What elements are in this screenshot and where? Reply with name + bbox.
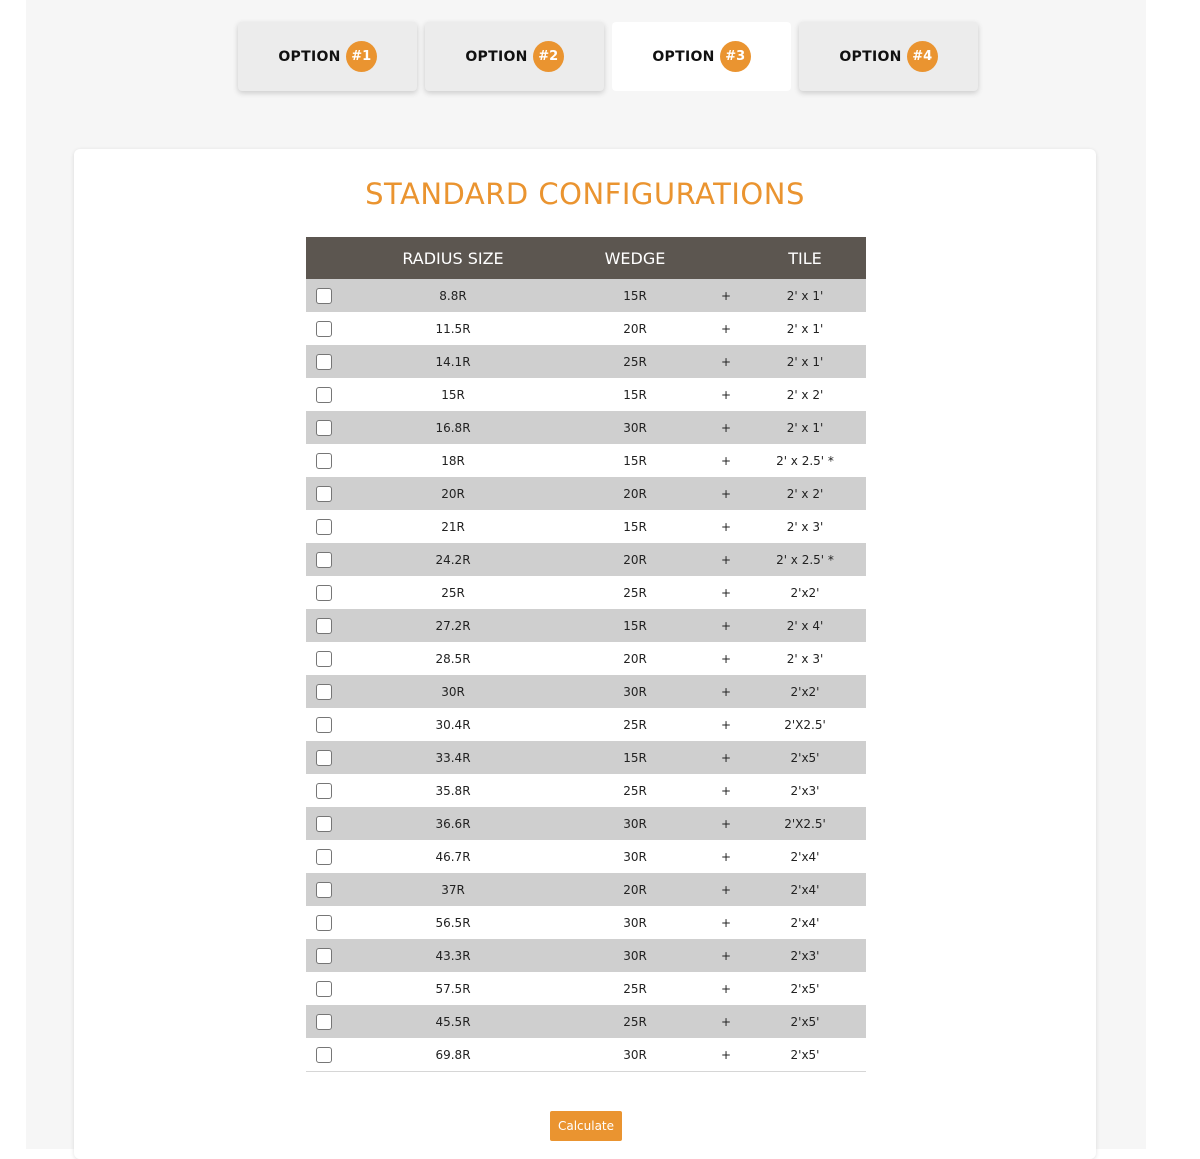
radius-size-cell: 43.3R [344, 939, 562, 972]
row-select-cell [306, 411, 344, 444]
tile-cell: 2' x 1' [744, 279, 866, 312]
wedge-cell: 20R [562, 873, 708, 906]
row-checkbox[interactable] [316, 1014, 332, 1030]
tile-cell: 2' x 1' [744, 345, 866, 378]
tile-cell: 2' x 1' [744, 411, 866, 444]
table-row [306, 312, 866, 345]
wedge-cell: 30R [562, 1038, 708, 1072]
plus-cell: + [708, 774, 744, 807]
radius-size-cell: 45.5R [344, 1005, 562, 1038]
row-checkbox[interactable] [316, 618, 332, 634]
tab-badge: #2 [533, 41, 564, 72]
table-row [306, 609, 866, 642]
table-row [306, 807, 866, 840]
tile-cell: 2'x4' [744, 873, 866, 906]
plus-cell: + [708, 840, 744, 873]
row-checkbox[interactable] [316, 552, 332, 568]
table-row [306, 708, 866, 741]
row-checkbox[interactable] [316, 915, 332, 931]
tile-cell: 2'x2' [744, 675, 866, 708]
row-select-cell [306, 840, 344, 873]
wedge-cell: 25R [562, 345, 708, 378]
row-checkbox[interactable] [316, 750, 332, 766]
radius-size-cell: 30.4R [344, 708, 562, 741]
row-checkbox[interactable] [316, 816, 332, 832]
table-row [306, 510, 866, 543]
tab-option-3[interactable] [612, 22, 791, 91]
option-tabs [238, 22, 978, 91]
table-body [306, 279, 866, 1072]
tile-cell: 2' x 2.5' * [744, 543, 866, 576]
row-select-cell [306, 906, 344, 939]
row-select-cell [306, 939, 344, 972]
table-row [306, 477, 866, 510]
tile-cell: 2' x 2' [744, 378, 866, 411]
wedge-cell: 30R [562, 906, 708, 939]
tab-option-1[interactable] [238, 22, 417, 91]
plus-cell: + [708, 609, 744, 642]
row-checkbox[interactable] [316, 354, 332, 370]
table-row [306, 411, 866, 444]
row-checkbox[interactable] [316, 453, 332, 469]
row-checkbox[interactable] [316, 519, 332, 535]
tab-label: OPTION [465, 48, 528, 65]
header-radius-size: RADIUS SIZE [344, 237, 562, 279]
wedge-cell: 15R [562, 741, 708, 774]
row-checkbox[interactable] [316, 849, 332, 865]
table-row [306, 642, 866, 675]
tab-label: OPTION [278, 48, 341, 65]
tile-cell: 2'x5' [744, 741, 866, 774]
plus-cell: + [708, 312, 744, 345]
tile-cell: 2'X2.5' [744, 807, 866, 840]
tile-cell: 2'x3' [744, 939, 866, 972]
tile-cell: 2'x5' [744, 1005, 866, 1038]
plus-cell: + [708, 972, 744, 1005]
radius-size-cell: 57.5R [344, 972, 562, 1005]
row-select-cell [306, 444, 344, 477]
plus-cell: + [708, 1038, 744, 1072]
wedge-cell: 20R [562, 477, 708, 510]
table-row [306, 939, 866, 972]
row-select-cell [306, 1038, 344, 1072]
tab-option-4[interactable] [799, 22, 978, 91]
table-row [306, 279, 866, 312]
row-checkbox[interactable] [316, 717, 332, 733]
table-row [306, 1038, 866, 1072]
plus-cell: + [708, 411, 744, 444]
configurations-card [74, 149, 1096, 1159]
table-row [306, 675, 866, 708]
tile-cell: 2' x 2.5' * [744, 444, 866, 477]
tile-cell: 2'x4' [744, 840, 866, 873]
plus-cell: + [708, 543, 744, 576]
plus-cell: + [708, 906, 744, 939]
wedge-cell: 25R [562, 576, 708, 609]
row-select-cell [306, 675, 344, 708]
radius-size-cell: 28.5R [344, 642, 562, 675]
page-background [26, 0, 1146, 1149]
tile-cell: 2'x5' [744, 1038, 866, 1072]
wedge-cell: 20R [562, 642, 708, 675]
wedge-cell: 15R [562, 510, 708, 543]
wedge-cell: 25R [562, 972, 708, 1005]
header-select [306, 237, 344, 279]
plus-cell: + [708, 279, 744, 312]
wedge-cell: 15R [562, 378, 708, 411]
table-row [306, 972, 866, 1005]
row-select-cell [306, 642, 344, 675]
row-select-cell [306, 477, 344, 510]
row-select-cell [306, 543, 344, 576]
row-select-cell [306, 873, 344, 906]
plus-cell: + [708, 873, 744, 906]
wedge-cell: 20R [562, 543, 708, 576]
tile-cell: 2' x 1' [744, 312, 866, 345]
radius-size-cell: 27.2R [344, 609, 562, 642]
plus-cell: + [708, 477, 744, 510]
table-row [306, 774, 866, 807]
tile-cell: 2' x 4' [744, 609, 866, 642]
radius-size-cell: 33.4R [344, 741, 562, 774]
table-row [306, 840, 866, 873]
row-checkbox[interactable] [316, 948, 332, 964]
wedge-cell: 20R [562, 312, 708, 345]
radius-size-cell: 69.8R [344, 1038, 562, 1072]
radius-size-cell: 21R [344, 510, 562, 543]
plus-cell: + [708, 642, 744, 675]
radius-size-cell: 25R [344, 576, 562, 609]
radius-size-cell: 37R [344, 873, 562, 906]
table-row [306, 543, 866, 576]
row-select-cell [306, 378, 344, 411]
wedge-cell: 25R [562, 708, 708, 741]
wedge-cell: 30R [562, 675, 708, 708]
row-checkbox[interactable] [316, 783, 332, 799]
plus-cell: + [708, 708, 744, 741]
radius-size-cell: 16.8R [344, 411, 562, 444]
radius-size-cell: 56.5R [344, 906, 562, 939]
radius-size-cell: 20R [344, 477, 562, 510]
wedge-cell: 25R [562, 774, 708, 807]
header-plus [708, 237, 744, 279]
row-checkbox[interactable] [316, 651, 332, 667]
tile-cell: 2'x3' [744, 774, 866, 807]
table-row [306, 378, 866, 411]
plus-cell: + [708, 576, 744, 609]
radius-size-cell: 35.8R [344, 774, 562, 807]
row-select-cell [306, 609, 344, 642]
wedge-cell: 30R [562, 840, 708, 873]
plus-cell: + [708, 1005, 744, 1038]
tile-cell: 2'x5' [744, 972, 866, 1005]
row-select-cell [306, 279, 344, 312]
plus-cell: + [708, 345, 744, 378]
plus-cell: + [708, 510, 744, 543]
tile-cell: 2' x 2' [744, 477, 866, 510]
tile-cell: 2' x 3' [744, 642, 866, 675]
table-row [306, 444, 866, 477]
wedge-cell: 30R [562, 807, 708, 840]
tab-badge: #3 [720, 41, 751, 72]
tile-cell: 2'X2.5' [744, 708, 866, 741]
wedge-cell: 30R [562, 939, 708, 972]
calculate-button[interactable]: Calculate [550, 1111, 622, 1141]
table-row [306, 741, 866, 774]
table-row [306, 873, 866, 906]
wedge-cell: 30R [562, 411, 708, 444]
table-row [306, 576, 866, 609]
row-select-cell [306, 312, 344, 345]
wedge-cell: 15R [562, 609, 708, 642]
row-checkbox[interactable] [316, 684, 332, 700]
radius-size-cell: 24.2R [344, 543, 562, 576]
row-checkbox[interactable] [316, 387, 332, 403]
radius-size-cell: 8.8R [344, 279, 562, 312]
row-checkbox[interactable] [316, 981, 332, 997]
row-select-cell [306, 708, 344, 741]
header-wedge: WEDGE [562, 237, 708, 279]
row-checkbox[interactable] [316, 486, 332, 502]
row-select-cell [306, 807, 344, 840]
tab-label: OPTION [839, 48, 902, 65]
wedge-cell: 25R [562, 1005, 708, 1038]
row-checkbox[interactable] [316, 882, 332, 898]
radius-size-cell: 15R [344, 378, 562, 411]
tile-cell: 2' x 3' [744, 510, 866, 543]
table-row [306, 906, 866, 939]
row-select-cell [306, 345, 344, 378]
tab-badge: #4 [907, 41, 938, 72]
row-select-cell [306, 741, 344, 774]
row-checkbox[interactable] [316, 585, 332, 601]
table-row [306, 345, 866, 378]
radius-size-cell: 30R [344, 675, 562, 708]
row-select-cell [306, 774, 344, 807]
plus-cell: + [708, 444, 744, 477]
radius-size-cell: 11.5R [344, 312, 562, 345]
row-select-cell [306, 576, 344, 609]
row-checkbox[interactable] [316, 321, 332, 337]
tab-label: OPTION [652, 48, 715, 65]
row-checkbox[interactable] [316, 288, 332, 304]
row-select-cell [306, 1005, 344, 1038]
table-row [306, 1005, 866, 1038]
tab-badge: #1 [346, 41, 377, 72]
row-select-cell [306, 972, 344, 1005]
radius-size-cell: 36.6R [344, 807, 562, 840]
tab-option-2[interactable] [425, 22, 604, 91]
table-header-row [306, 237, 866, 279]
plus-cell: + [708, 378, 744, 411]
wedge-cell: 15R [562, 444, 708, 477]
radius-size-cell: 14.1R [344, 345, 562, 378]
plus-cell: + [708, 675, 744, 708]
page-title: STANDARD CONFIGURATIONS [365, 177, 805, 211]
row-checkbox[interactable] [316, 420, 332, 436]
row-select-cell [306, 510, 344, 543]
tile-cell: 2'x2' [744, 576, 866, 609]
wedge-cell: 15R [562, 279, 708, 312]
row-checkbox[interactable] [316, 1047, 332, 1063]
plus-cell: + [708, 939, 744, 972]
header-tile: TILE [744, 237, 866, 279]
plus-cell: + [708, 741, 744, 774]
tile-cell: 2'x4' [744, 906, 866, 939]
configurations-table [306, 237, 866, 1072]
radius-size-cell: 46.7R [344, 840, 562, 873]
radius-size-cell: 18R [344, 444, 562, 477]
plus-cell: + [708, 807, 744, 840]
